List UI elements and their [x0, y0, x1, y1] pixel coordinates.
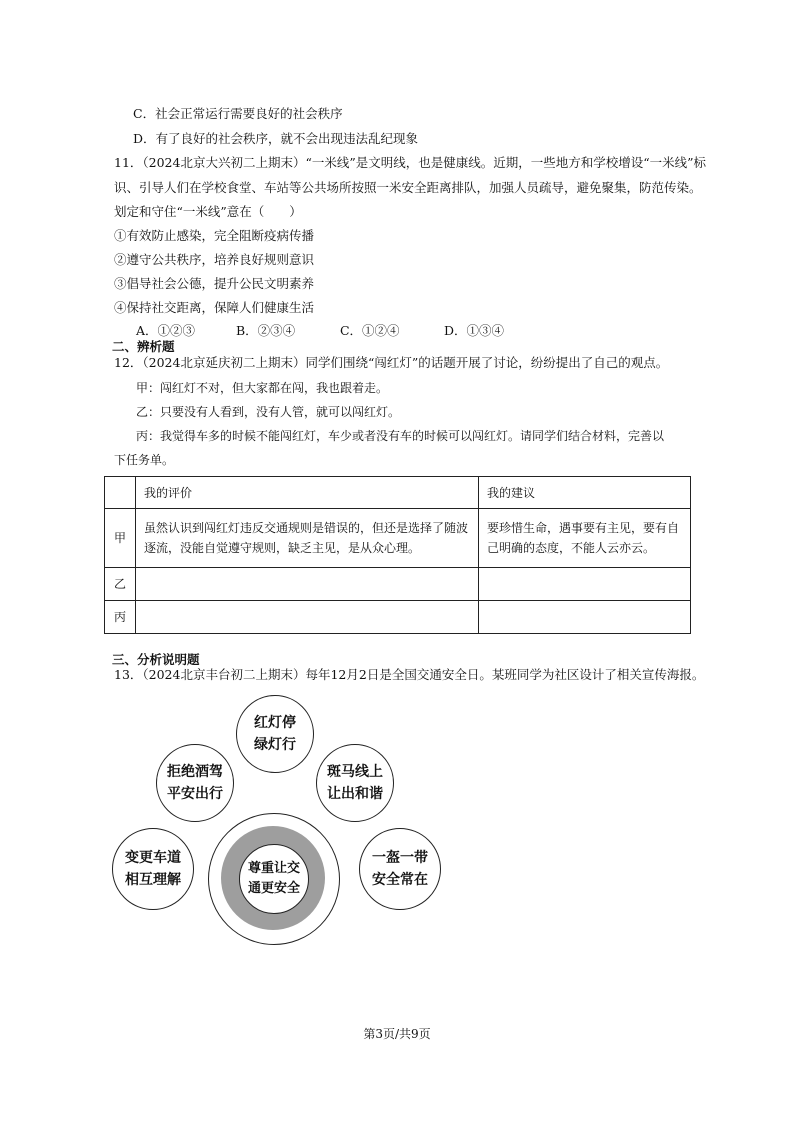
table-header-row — [105, 477, 691, 509]
circle-right — [359, 828, 441, 910]
q11-stem-line3: 划定和守住“一米线”意在（ ） — [114, 204, 302, 219]
choice-a: A．①②③ — [136, 323, 196, 338]
table-row — [105, 568, 691, 601]
eval-yi[interactable] — [136, 568, 479, 601]
q11-choices — [136, 322, 504, 340]
q13-stem: 13．（2024北京丰台初二上期末）每年12月2日是全国交通安全日。某班同学为社区设计了相关宣传海报。 — [114, 667, 705, 682]
section-2-title: 二、辨析题 — [112, 339, 175, 354]
suggest-jia: 要珍惜生命，遇事要有主见，要有自己明确的态度，不能人云亦云。 — [479, 509, 691, 568]
q12-view-jia: 甲：闯红灯不对，但大家都在闯，我也跟着走。 — [136, 381, 389, 395]
choice-c: C．①②④ — [339, 323, 400, 338]
row-label-yi: 乙 — [105, 568, 136, 601]
suggest-bing[interactable] — [479, 601, 691, 634]
section-3-title: 三、分析说明题 — [112, 652, 200, 667]
page-number: 第3页/共9页 — [363, 1027, 431, 1041]
q11-item-3: ③倡导社会公德，提升公民文明素养 — [114, 276, 315, 291]
choice-b: B．②③④ — [235, 323, 296, 338]
table-row — [105, 601, 691, 634]
suggest-yi[interactable] — [479, 568, 691, 601]
circle-upper-right — [316, 744, 394, 822]
circle-upper-left — [156, 744, 234, 822]
q11-stem-line1: 11．（2024北京大兴初二上期末）“一米线”是文明线，也是健康线。近期，一些地方和学校增设“一米线”标 — [114, 155, 707, 170]
option-d: D．有了良好的社会秩序，就不会出现违法乱纪现象 — [133, 131, 419, 146]
slogan-helmet-belt: 一盔一带 安全常在 — [372, 850, 428, 888]
table-corner — [105, 477, 136, 509]
q12-view-yi: 乙：只要没有人看到，没有人管，就可以闯红灯。 — [136, 405, 401, 419]
q11-item-1: ①有效防止感染，完全阻断疫病传播 — [114, 228, 315, 243]
row-label-bing: 丙 — [105, 601, 136, 634]
slogan-traffic-light: 红灯停 绿灯行 — [254, 715, 296, 753]
table-row — [105, 509, 691, 568]
circle-top — [236, 695, 314, 773]
q11-item-2: ②遵守公共秩序，培养良好规则意识 — [114, 252, 315, 267]
eval-bing[interactable] — [136, 601, 479, 634]
option-c: C．社会正常运行需要良好的社会秩序 — [133, 106, 343, 121]
center-slogan: 尊重让交 通更安全 — [247, 861, 300, 896]
q12-view-bing: 丙：我觉得车多的时候不能闯红灯，车少或者没有车的时候可以闯红灯。请同学们结合材料，完善以 — [136, 429, 665, 443]
center-circle — [239, 844, 309, 914]
slogan-lane-change: 变更车道 相互理解 — [125, 850, 181, 888]
choice-d: D．①③④ — [443, 323, 504, 338]
row-label-jia: 甲 — [105, 509, 136, 568]
q11-item-4: ④保持社交距离，保障人们健康生活 — [114, 300, 315, 315]
slogan-zebra-crossing: 斑马线上 让出和谐 — [327, 764, 383, 802]
header-eval: 我的评价 — [136, 477, 479, 509]
task-table — [104, 476, 691, 634]
q12-view-bing-cont: 下任务单。 — [114, 453, 175, 467]
q11-stem-line2: 识、引导人们在学校食堂、车站等公共场所按照一米安全距离排队，加强人员疏导，避免聚集，防范传染。 — [114, 180, 702, 195]
slogan-no-drunk-driving: 拒绝酒驾 平安出行 — [167, 764, 223, 802]
eval-jia: 虽然认识到闯红灯违反交通规则是错误的，但还是选择了随波逐流，没能自觉遵守规则，缺乏主见，是从众心理。 — [136, 509, 479, 568]
header-suggest: 我的建议 — [479, 477, 691, 509]
circle-left — [112, 828, 194, 910]
q12-stem: 12．（2024北京延庆初二上期末）同学们围绕“闯红灯”的话题开展了讨论，纷纷提出了自己的观点。 — [114, 355, 669, 370]
